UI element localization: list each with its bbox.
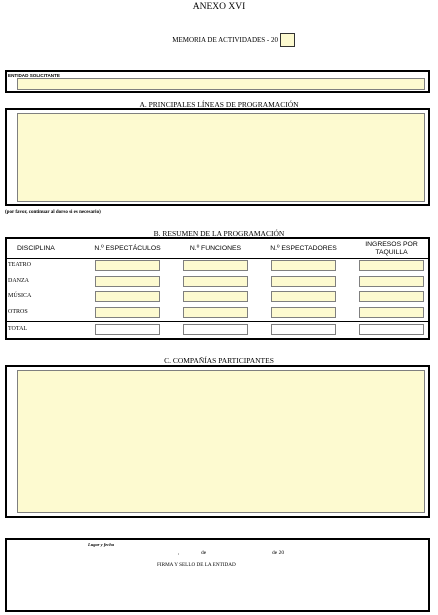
memoria-label: MEMORIA DE ACTIVIDADES - 20 <box>172 35 278 44</box>
section-b-title: B. RESUMEN DE LA PROGRAMACIÓN <box>153 228 285 238</box>
column-header-espectaculos: N.º ESPECTÁCULOS <box>94 244 161 252</box>
musica-funciones-field[interactable] <box>183 291 248 302</box>
table-row-otros <box>7 306 428 319</box>
date-comma: , <box>178 550 180 556</box>
otros-espectadores-field[interactable] <box>271 307 336 318</box>
table-row-danza <box>7 275 428 288</box>
summary-table-header <box>7 239 428 259</box>
date-de-year: de 20 <box>272 550 285 556</box>
teatro-espectaculos-field[interactable] <box>95 260 160 271</box>
place-date-label: Lugar y fecha <box>88 541 114 547</box>
musica-espectadores-field[interactable] <box>271 291 336 302</box>
teatro-espectadores-field[interactable] <box>271 260 336 271</box>
column-header-funciones: N.º FUNCIONES <box>189 244 242 252</box>
otros-espectaculos-field[interactable] <box>95 307 160 318</box>
date-de-month: de <box>201 550 207 556</box>
danza-espectaculos-field[interactable] <box>95 276 160 287</box>
column-header-disciplina: DISCIPLINA <box>17 244 55 252</box>
row-label-danza: DANZA <box>8 278 29 284</box>
total-espectaculos-field[interactable] <box>95 324 160 335</box>
teatro-ingresos-field[interactable] <box>359 260 424 271</box>
section-c-box <box>5 365 430 518</box>
danza-espectadores-field[interactable] <box>271 276 336 287</box>
column-header-ingresos <box>348 239 436 258</box>
section-c-title: C. COMPAÑÍAS PARTICIPANTES <box>164 355 274 365</box>
teatro-funciones-field[interactable] <box>183 260 248 271</box>
section-a-title: A. PRINCIPALES LÍNEAS DE PROGRAMACIÓN <box>139 99 299 109</box>
row-label-total: TOTAL <box>8 326 28 332</box>
companias-textarea[interactable] <box>17 370 425 513</box>
entidad-solicitante-box <box>5 70 430 93</box>
row-label-otros: OTROS <box>8 309 28 315</box>
memoria-year-field[interactable] <box>280 33 295 47</box>
section-a-box <box>5 108 430 206</box>
otros-funciones-field[interactable] <box>183 307 248 318</box>
column-header-espectadores: N.º ESPECTADORES <box>270 244 337 252</box>
row-label-musica: MÚSICA <box>8 293 32 299</box>
danza-funciones-field[interactable] <box>183 276 248 287</box>
total-espectadores-field[interactable] <box>271 324 336 335</box>
programacion-lines-textarea[interactable] <box>17 113 425 202</box>
signature-box <box>5 538 430 612</box>
summary-table <box>5 237 430 340</box>
otros-ingresos-field[interactable] <box>359 307 424 318</box>
total-ingresos-field[interactable] <box>359 324 424 335</box>
column-header-ingresos-text: INGRESOS POR TAQUILLA <box>365 240 418 256</box>
danza-ingresos-field[interactable] <box>359 276 424 287</box>
total-separator <box>7 321 428 322</box>
signature-label: FIRMA Y SELLO DE LA ENTIDAD <box>157 562 236 568</box>
continue-note: (por favor, continuar al dorso si es necesario) <box>5 210 101 215</box>
table-row-teatro <box>7 259 428 272</box>
annex-title: ANEXO XVI <box>192 2 246 12</box>
entidad-solicitante-label: ENTIDAD SOLICITANTE <box>8 73 60 78</box>
musica-ingresos-field[interactable] <box>359 291 424 302</box>
table-row-musica <box>7 290 428 303</box>
table-row-total <box>7 323 428 336</box>
musica-espectaculos-field[interactable] <box>95 291 160 302</box>
row-label-teatro: TEATRO <box>8 262 31 268</box>
entidad-solicitante-field[interactable] <box>17 78 425 90</box>
total-funciones-field[interactable] <box>183 324 248 335</box>
